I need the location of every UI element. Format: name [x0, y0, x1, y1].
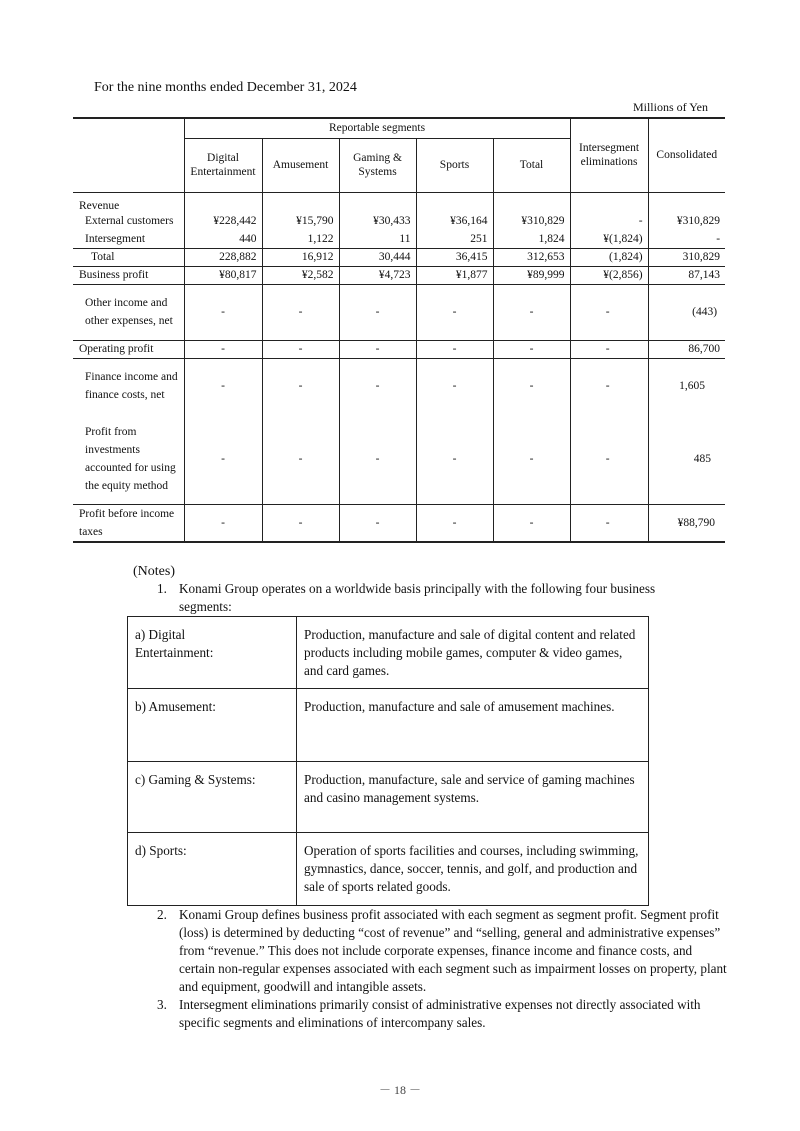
segment-row-amusement: b) Amusement: Production, manufacture and sale of amusement machines. — [128, 689, 649, 762]
header-total: Total — [493, 138, 570, 192]
row-intersegment: Intersegment 440 1,122 11 251 1,824 ¥(1,824) - — [73, 230, 725, 248]
row-total: Total 228,882 16,912 30,444 36,415 312,653 (1,824) 310,829 — [73, 248, 725, 266]
row-external-customers: External customers ¥228,442 ¥15,790 ¥30,433 ¥36,164 ¥310,829 - ¥310,829 — [73, 212, 725, 230]
header-reportable-segments: Reportable segments — [184, 118, 570, 138]
page-number: － 18 － — [378, 1083, 421, 1097]
segment-table — [73, 117, 725, 543]
header-gaming-systems: Gaming & Systems — [339, 138, 416, 192]
note-1: 1. Konami Group operates on a worldwide basis principally with the following four business segments: — [157, 581, 656, 614]
note-2: 2. Konami Group defines business profit associated with each segment as segment profit. Segment profit (loss) is determined by deducting “cost of revenue” and “selling, general and administrative expenses” from “revenue.” This does not include corporate expenses, finance income and finance costs, and certain non-regular expenses associated with each segment such as impairment losses on property, plant and equipment, goodwill and intangible assets. — [157, 907, 727, 994]
row-finance: Finance income and finance costs, net - - - - - - 1,605 — [73, 358, 725, 414]
segment-row-gaming-systems: c) Gaming & Systems: Production, manufacture, sale and service of gaming machines and casino management systems. — [128, 762, 649, 833]
header-blank — [73, 118, 184, 192]
units-label: Millions of Yen — [632, 100, 708, 114]
header-amusement: Amusement — [262, 138, 339, 192]
notes-heading: (Notes) — [133, 564, 175, 579]
row-business-profit: Business profit ¥80,817 ¥2,582 ¥4,723 ¥1,877 ¥89,999 ¥(2,856) 87,143 — [73, 266, 725, 284]
header-sports: Sports — [416, 138, 493, 192]
revenue-label: Revenue — [79, 200, 120, 212]
note-3: 3. Intersegment eliminations primarily consist of administrative expenses not directly associated with specific segments and eliminations of intercompany sales. — [157, 997, 701, 1030]
segment-row-digital-entertainment: a) Digital Entertainment: Production, manufacture and sale of digital content and related products including mobile games, computer & video games, and card games. — [128, 617, 649, 689]
header-intersegment: Intersegment eliminations — [570, 118, 648, 192]
segment-row-sports: d) Sports: Operation of sports facilities and courses, including swimming, gymnastics, dance, soccer, tennis, and golf, and production and sale of sports related goods. — [128, 833, 649, 906]
row-profit-before-tax: Profit before income taxes - - - - - - ¥88,790 — [73, 504, 725, 542]
row-operating-profit: Operating profit - - - - - - 86,700 — [73, 340, 725, 358]
business-segments-table — [127, 616, 649, 906]
page-title: For the nine months ended December 31, 2024 — [94, 80, 357, 95]
header-digital-entertainment: Digital Entertainment — [184, 138, 262, 192]
row-other-income: Other income and other expenses, net - - - - - - (443) — [73, 284, 725, 340]
header-consolidated: Consolidated — [648, 118, 725, 192]
row-equity-method: Profit from investments accounted for using the equity method - - - - - - 485 — [73, 414, 725, 504]
